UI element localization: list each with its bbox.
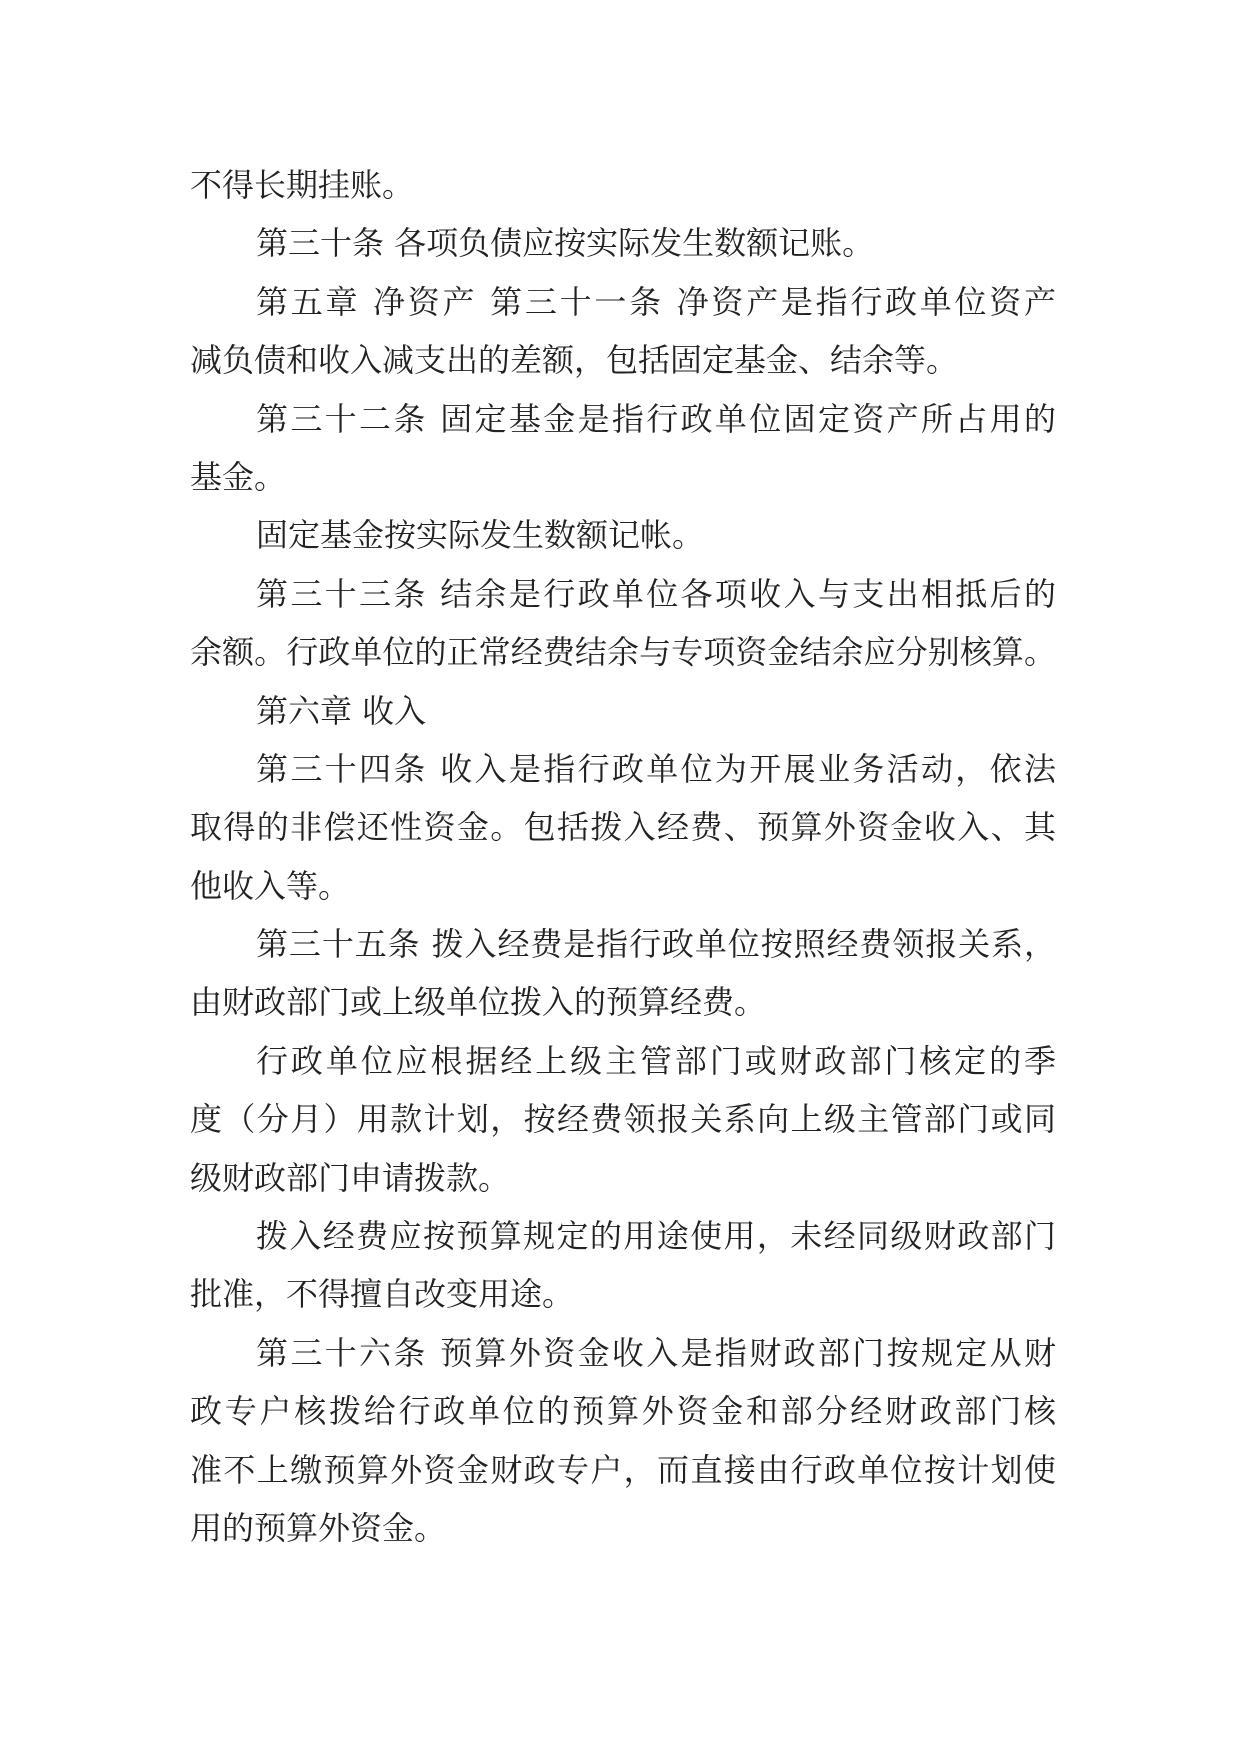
paragraph	[190, 1207, 1056, 1324]
paragraph	[190, 156, 1056, 214]
text-line: 第三十六条 预算外资金收入是指财政部门按规定从财	[256, 1333, 1059, 1372]
text-line: 拨入经费应按预算规定的用途使用，未经同级财政部门	[256, 1217, 1058, 1256]
text-line: 第三十五条 拨入经费是指行政单位按照经费领报关系，	[256, 925, 1057, 964]
text-line: 级财政部门申请拨款。	[190, 1158, 511, 1197]
text-line: 行政单位应根据经上级主管部门或财政部门核定的季	[256, 1041, 1059, 1080]
paragraph	[190, 740, 1059, 915]
text-line: 固定基金按实际发生数额记帐。	[256, 516, 705, 555]
text-line: 政专户核拨给行政单位的预算外资金和部分经财政部门核	[190, 1392, 1059, 1431]
text-line: 第三十三条 结余是行政单位各项收入与支出相抵后的	[256, 574, 1059, 613]
text-line: 准不上缴预算外资金财政专户，而直接由行政单位按计划使	[190, 1450, 1058, 1489]
document-page	[190, 156, 1059, 1557]
paragraph	[190, 565, 1059, 682]
paragraph	[190, 390, 1059, 507]
text-line: 第五章 净资产 第三十一条 净资产是指行政单位资产	[256, 282, 1059, 321]
paragraph	[190, 682, 1056, 740]
text-line: 他收入等。	[190, 866, 351, 905]
text-line: 由财政部门或上级单位拨入的预算经费。	[190, 983, 767, 1022]
paragraph	[190, 1324, 1059, 1558]
text-line: 第三十条 各项负债应按实际发生数额记账。	[256, 224, 875, 263]
text-line: 批准，不得擅自改变用途。	[190, 1275, 575, 1314]
text-line: 第六章 收入	[256, 691, 427, 730]
text-line: 余额。行政单位的正常经费结余与专项资金结余应分别核算。	[190, 633, 1057, 672]
text-line: 用的预算外资金。	[190, 1508, 447, 1547]
text-line: 减负债和收入减支出的差额，包括固定基金、结余等。	[190, 341, 959, 380]
text-line: 度（分月）用款计划，按经费领报关系向上级主管部门或同	[190, 1100, 1058, 1139]
paragraph	[190, 214, 1056, 272]
paragraph	[190, 506, 1056, 564]
text-line: 第三十四条 收入是指行政单位为开展业务活动，依法	[256, 749, 1059, 788]
text-line: 基金。	[190, 457, 287, 496]
paragraph	[190, 1032, 1059, 1207]
text-line: 取得的非偿还性资金。包括拨入经费、预算外资金收入、其	[190, 808, 1058, 847]
paragraph	[190, 915, 1056, 1032]
paragraph	[190, 273, 1059, 390]
text-line: 不得长期挂账。	[190, 166, 415, 204]
text-line: 第三十二条 固定基金是指行政单位固定资产所占用的	[256, 399, 1059, 438]
